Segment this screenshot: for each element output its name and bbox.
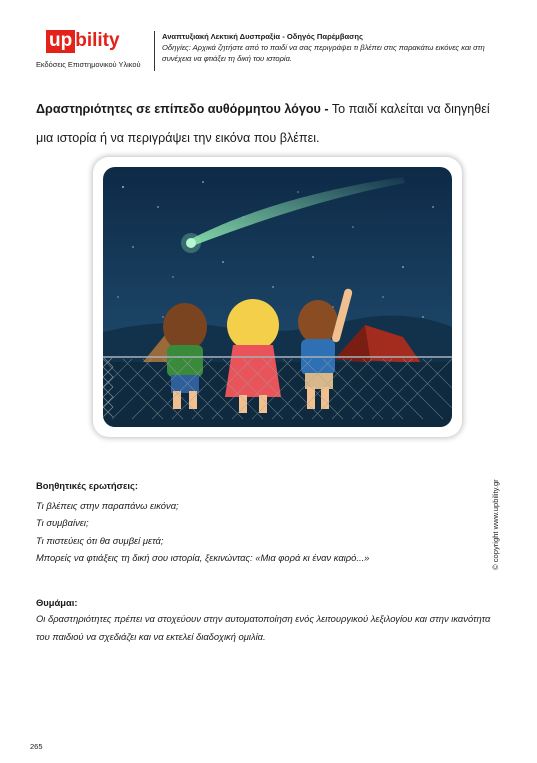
header-divider bbox=[154, 31, 155, 71]
logo-bility: bility bbox=[75, 30, 120, 51]
publisher-tagline: Εκδόσεις Επιστημονικού Υλικού bbox=[36, 60, 141, 69]
questions-list bbox=[36, 497, 369, 567]
intro-paragraph bbox=[36, 95, 506, 153]
illustration-kids-watching-comet bbox=[103, 167, 452, 427]
document-title: Αναπτυξιακή Λεκτική Δυσπραξία - Οδηγός Παρέμβασης bbox=[162, 32, 363, 41]
question-item: Τι πιστεύεις ότι θα συμβεί μετά; bbox=[36, 534, 164, 546]
upbility-logo bbox=[46, 30, 120, 53]
logo-up: up bbox=[46, 30, 75, 53]
instructions-text: Οδηγίες: Αρχικά ζητήστε από το παιδί να σας περιγράψει τι βλέπει στις παρακάτω εικόνες και στη συνέχεια να φτιάξει τη δική του ιστορία. bbox=[162, 43, 485, 63]
question-item: Μπορείς να φτιάξεις τη δική σου ιστορία, ξεκινώντας: «Μια φορά κι έναν καιρό...» bbox=[36, 552, 370, 564]
questions-title: Βοηθητικές ερωτήσεις: bbox=[36, 480, 139, 491]
copyright-notice: © copyright www.upbility.gr bbox=[491, 479, 500, 570]
intro-bold: Δραστηριότητες σε επίπεδο αυθόρμητου λόγου - bbox=[36, 102, 329, 116]
reminder-title: Θυμάμαι: bbox=[36, 597, 78, 608]
header-text bbox=[162, 31, 512, 64]
intro-text: Το παιδί καλείται να διηγηθεί μια ιστορία ή να περιγράψει την εικόνα που βλέπει. bbox=[36, 102, 490, 145]
question-item: Τι βλέπεις στην παραπάνω εικόνα; bbox=[36, 500, 179, 511]
page-number: 265 bbox=[30, 742, 43, 751]
question-item: Τι συμβαίνει; bbox=[36, 517, 89, 529]
reminder-text: Οι δραστηριότητες πρέπει να στοχεύουν στην αυτοματοποίηση ενός λειτουργικού λεξιλογίου και στην ικανότητα του παιδιού να σχεδιάζει και να εκτελεί διαδοχική ομιλία. bbox=[36, 613, 491, 642]
illustration-card bbox=[93, 157, 462, 437]
